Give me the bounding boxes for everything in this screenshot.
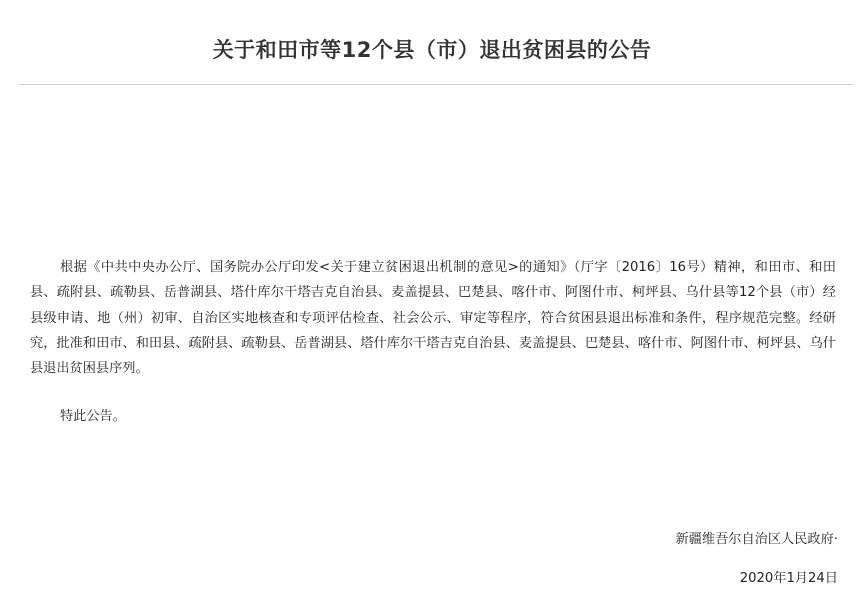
page-title: 关于和田市等12个县（市）退出贫困县的公告 [212,38,652,62]
issue-date: 2020年1月24日 [739,571,838,586]
announcement-closing: 特此公告。 [60,409,126,424]
announcement-body: 根据《中共中央办公厅、国务院办公厅印发<关于建立贫困退出机制的意见>的通知》（厅字〔2016〕16号）精神，和田市、和田县、疏附县、疏勒县、岳普湖县、塔什库尔干塔吉克自治县、麦盖提县、巴楚县、喀什市、阿图什市、柯坪县、乌什县等12个县（市）经县级申请、地（州）初审、自治区实地核查和专项评估检查、社会公示、审定等程序，符合贫困县退出标准和条件，程序规范完整。经研究，批准和田市、和田县、疏附县、疏勒县、岳普湖县、塔什库尔干塔吉克自治县、麦盖提县、巴楚县、喀什市、阿图什市、柯坪县、乌什县退出贫困县序列。 [30,260,836,377]
issuer-signature: 新疆维吾尔自治区人民政府· [675,532,838,547]
title-divider [18,84,854,85]
